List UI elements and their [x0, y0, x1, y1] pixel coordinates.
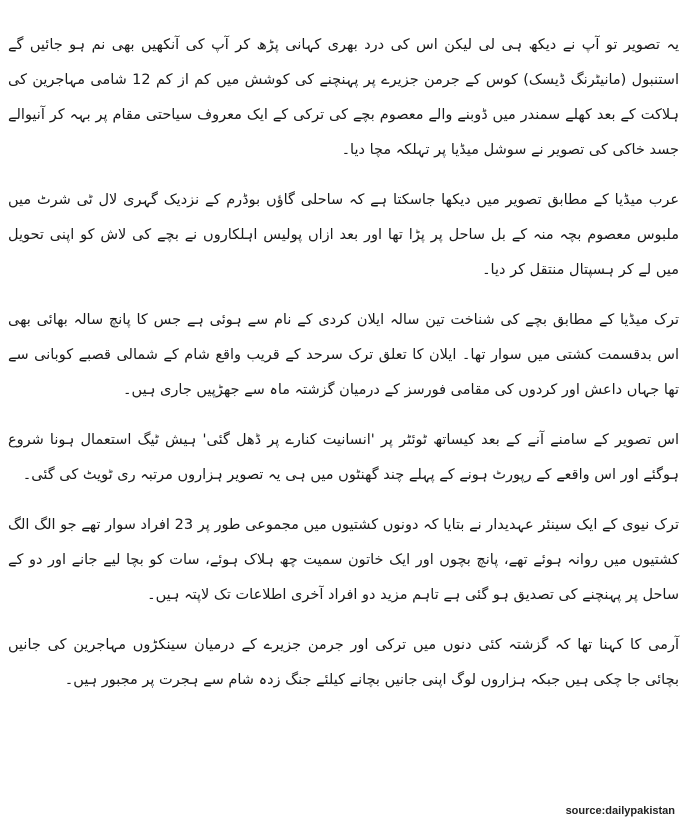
article-paragraph-2: عرب میڈیا کے مطابق تصویر میں دیکھا جاسکتا ہے کہ ساحلی گاؤں بوڈرم کے نزدیک گہری لال ٹی شرٹ میں ملبوس معصوم بچہ منہ کے بل ساحل پر پڑا تھا اور بعد ازاں پولیس اہلکاروں نے بچے کی لاش کو اپنی تحویل میں لے کر ہسپتال منتقل کر دیا۔	[8, 192, 679, 278]
article-body	[8, 28, 679, 713]
article-paragraph-5: ترک نیوی کے ایک سینئر عہدیدار نے بتایا کہ دونوں کشتیوں میں مجموعی طور پر 23 افراد سوار تھے جو الگ الگ کشتیوں میں روانہ ہوئے تھے، پانچ بچوں اور ایک خاتون سمیت چھ ہلاک ہوئے، سات کو بچا لیے جانے اور دو کے ساحل پر پہنچنے کی تصدیق ہو گئی ہے تاہم مزید دو افراد آخری اطلاعات تک لاپتہ ہیں۔	[8, 517, 680, 603]
article-paragraph-6: آرمی کا کہنا تھا کہ گزشتہ کئی دنوں میں ترکی اور جرمن جزیرے کے درمیان سینکڑوں مہاجرین کی جانیں بچائی جا چکی ہیں جبکہ ہزاروں لوگ اپنی جانیں بچانے کیلئے جنگ زدہ شام سے ہجرت پر مجبور ہیں۔	[8, 637, 679, 688]
source-credit: source:dailypakistan	[565, 805, 675, 817]
article-paragraph-1: یہ تصویر تو آپ نے دیکھ ہی لی لیکن اس کی درد بھری کہانی پڑھ کر آپ کی آنکھیں بھی نم ہو جائیں گے استنبول (مانیٹرنگ ڈیسک) کوس کے جرمن جزیرے پر پہنچنے کی کوشش میں کم از کم 12 شامی مہاجرین کی ہلاکت کے بعد کھلے سمندر میں ڈوبنے والے معصوم بچے کی ترکی کے ایک معروف سیاحتی مقام پر بہہ کر آنیوالے جسد خاکی کی تصویر نے سوشل میڈیا پر تہلکہ مچا دیا۔	[8, 37, 679, 158]
article-paragraph-4: اس تصویر کے سامنے آنے کے بعد کیساتھ ٹوئٹر پر 'انسانیت کنارے پر ڈھل گئی' ہیش ٹیگ استعمال ہونا شروع ہوگئے اور اس واقعے کے رپورٹ ہونے کے پہلے چند گھنٹوں میں ہی یہ تصویر ہزاروں مرتبہ ری ٹویٹ کی گئی۔	[8, 432, 679, 483]
article-paragraph-3: ترک میڈیا کے مطابق بچے کی شناخت تین سالہ ایلان کردی کے نام سے ہوئی ہے جس کا پانچ سالہ بھائی بھی اس بدقسمت کشتی میں سوار تھا۔ ایلان کا تعلق ترک سرحد کے قریب واقع شام کے شمالی قصبے کوبانی سے تھا جہاں داعش اور کردوں کی مقامی فورسز کے درمیان گزشتہ ماہ سے جھڑپیں جاری ہیں۔	[8, 312, 679, 398]
